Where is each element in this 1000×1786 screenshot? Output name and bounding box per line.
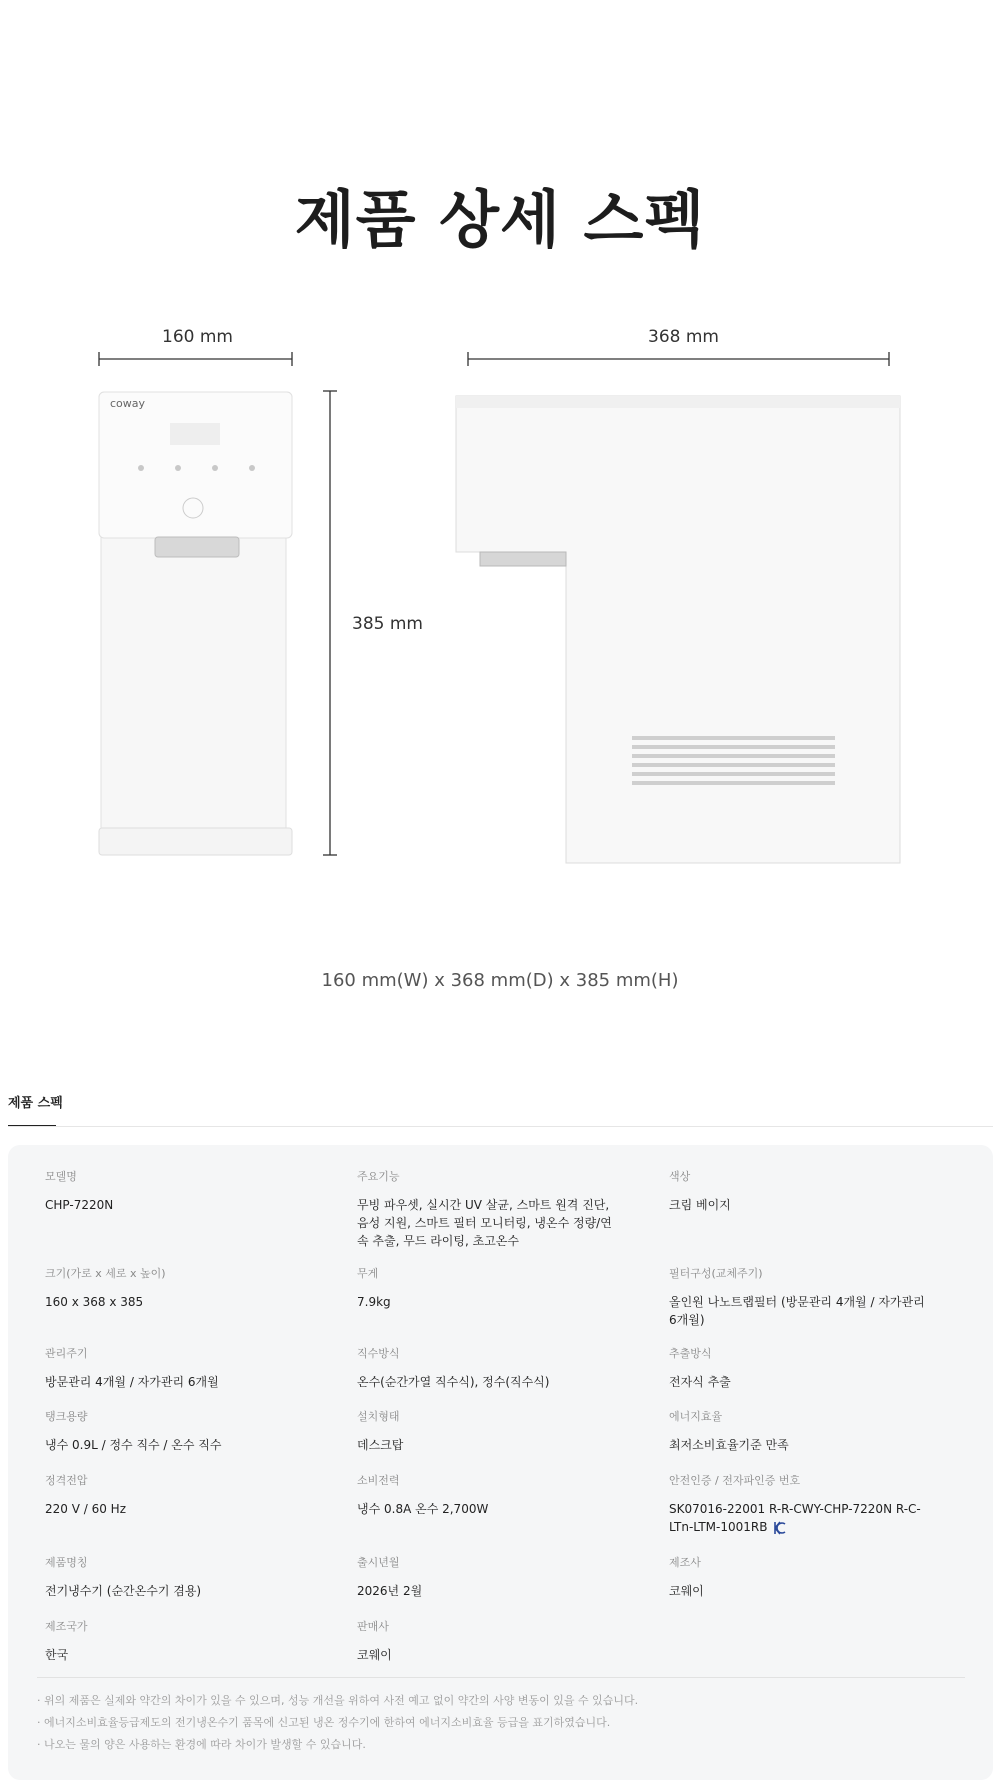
note-item: · 나오는 물의 양은 사용하는 환경에 따라 차이가 발생할 수 있습니다.	[37, 1738, 366, 1751]
depth-dimension-line	[468, 352, 889, 366]
spec-extraction	[669, 1345, 969, 1391]
spec-label: 판매사	[357, 1620, 389, 1633]
spec-label: 제조국가	[45, 1620, 88, 1633]
brand-logo: coway	[110, 397, 146, 410]
width-dimension-line	[99, 352, 292, 366]
spec-size	[45, 1265, 345, 1311]
spec-label: 추출방식	[669, 1347, 712, 1360]
spec-label: 크기(가로 x 세로 x 높이)	[45, 1267, 166, 1280]
note-item: · 위의 제품은 실제와 약간의 차이가 있을 수 있으며, 성능 개선을 위하여 사전 예고 없이 약간의 사양 변동이 있을 수 있습니다.	[37, 1694, 639, 1707]
spec-install	[357, 1408, 657, 1454]
spec-manufacturer	[669, 1554, 969, 1600]
spec-label: 모델명	[45, 1170, 77, 1183]
spec-label: 안전인증 / 전자파인증 번호	[669, 1474, 801, 1487]
spec-certification	[669, 1472, 934, 1536]
spec-value: 160 x 368 x 385	[45, 1295, 144, 1309]
height-dimension-line	[323, 391, 337, 855]
spec-weight	[357, 1265, 657, 1311]
spec-value: 전자식 추출	[669, 1375, 731, 1389]
spec-value: 냉수 0.9L / 정수 직수 / 온수 직수	[45, 1438, 222, 1452]
spec-value: 방문관리 4개월 / 자가관리 6개월	[45, 1375, 219, 1389]
spec-label: 주요기능	[357, 1170, 400, 1183]
spec-label: 출시년월	[357, 1556, 400, 1569]
spec-value: 코웨이	[357, 1648, 392, 1662]
spec-value: 2026년 2월	[357, 1584, 423, 1598]
spec-value: 크림 베이지	[669, 1198, 731, 1212]
spec-tank	[45, 1408, 345, 1454]
spec-release	[357, 1554, 657, 1600]
spec-main-features	[357, 1168, 622, 1250]
spec-value: 온수(순간가열 직수식), 정수(직수식)	[357, 1375, 550, 1389]
spec-value: 냉수 0.8A 온수 2,700W	[357, 1502, 489, 1516]
page-title: 제품 상세 스펙	[294, 183, 706, 256]
spec-value: 무빙 파우셋, 실시간 UV 살균, 스마트 원격 진단, 음성 지원, 스마트 필터 모니터링, 냉온수 정량/연속 추출, 무드 라이팅, 초고온수	[357, 1198, 612, 1248]
spec-label: 에너지효율	[669, 1410, 723, 1423]
dimensions-summary: 160 mm(W) x 368 mm(D) x 385 mm(H)	[321, 970, 679, 991]
certification-number: SK07016-22001 R-R-CWY-CHP-7220N R-C-LTn-LTM-1001RB	[669, 1502, 921, 1534]
spec-value: 7.9kg	[357, 1295, 391, 1309]
spec-label: 설치형태	[357, 1410, 400, 1423]
spec-label: 정격전압	[45, 1474, 88, 1487]
spec-value	[669, 1500, 934, 1536]
spec-voltage	[45, 1472, 345, 1518]
spec-color	[669, 1168, 969, 1214]
spec-power	[357, 1472, 657, 1518]
spec-value: 최저소비효율기준 만족	[669, 1438, 789, 1452]
divider	[8, 1126, 993, 1127]
spec-label: 제조사	[669, 1556, 701, 1569]
width-dimension-label: 160 mm	[162, 327, 233, 347]
spec-model	[45, 1168, 345, 1214]
height-dimension-label: 385 mm	[352, 614, 423, 634]
note-item: · 에너지소비효율등급제도의 전기냉온수기 품목에 신고된 냉온 정수기에 한하여 에너지소비효율 등급을 표기하였습니다.	[37, 1716, 611, 1729]
spec-label: 관리주기	[45, 1347, 88, 1360]
spec-label: 제품명칭	[45, 1556, 88, 1569]
spec-value: 220 V / 60 Hz	[45, 1502, 127, 1516]
spec-value: 전기냉수기 (순간온수기 겸용)	[45, 1584, 202, 1598]
front-view	[99, 392, 292, 855]
spec-label: 직수방식	[357, 1347, 400, 1360]
kc-certification-icon	[773, 1520, 787, 1536]
spec-energy	[669, 1408, 969, 1454]
tab-product-spec[interactable]: 제품 스펙	[8, 1096, 63, 1111]
spec-value: 한국	[45, 1648, 69, 1662]
spec-seller	[357, 1618, 657, 1664]
spec-label: 필터구성(교체주기)	[669, 1267, 763, 1280]
spec-label: 소비전력	[357, 1474, 400, 1487]
spec-care-cycle	[45, 1345, 345, 1391]
spec-product-name	[45, 1554, 345, 1600]
spec-label: 탱크용량	[45, 1410, 88, 1423]
depth-dimension-label: 368 mm	[648, 327, 719, 347]
spec-country	[45, 1618, 345, 1664]
spec-value: 올인원 나노트랩필터 (방문관리 4개월 / 자가관리 6개월)	[669, 1295, 925, 1327]
side-view	[456, 396, 900, 863]
spec-value: 코웨이	[669, 1584, 704, 1598]
spec-direct-water	[357, 1345, 657, 1391]
spec-filter	[669, 1265, 929, 1329]
notes-divider	[37, 1677, 965, 1678]
spec-label: 무게	[357, 1267, 379, 1280]
spec-value: 데스크탑	[357, 1438, 404, 1452]
spec-label: 색상	[669, 1170, 691, 1183]
spec-value: CHP-7220N	[45, 1198, 114, 1212]
